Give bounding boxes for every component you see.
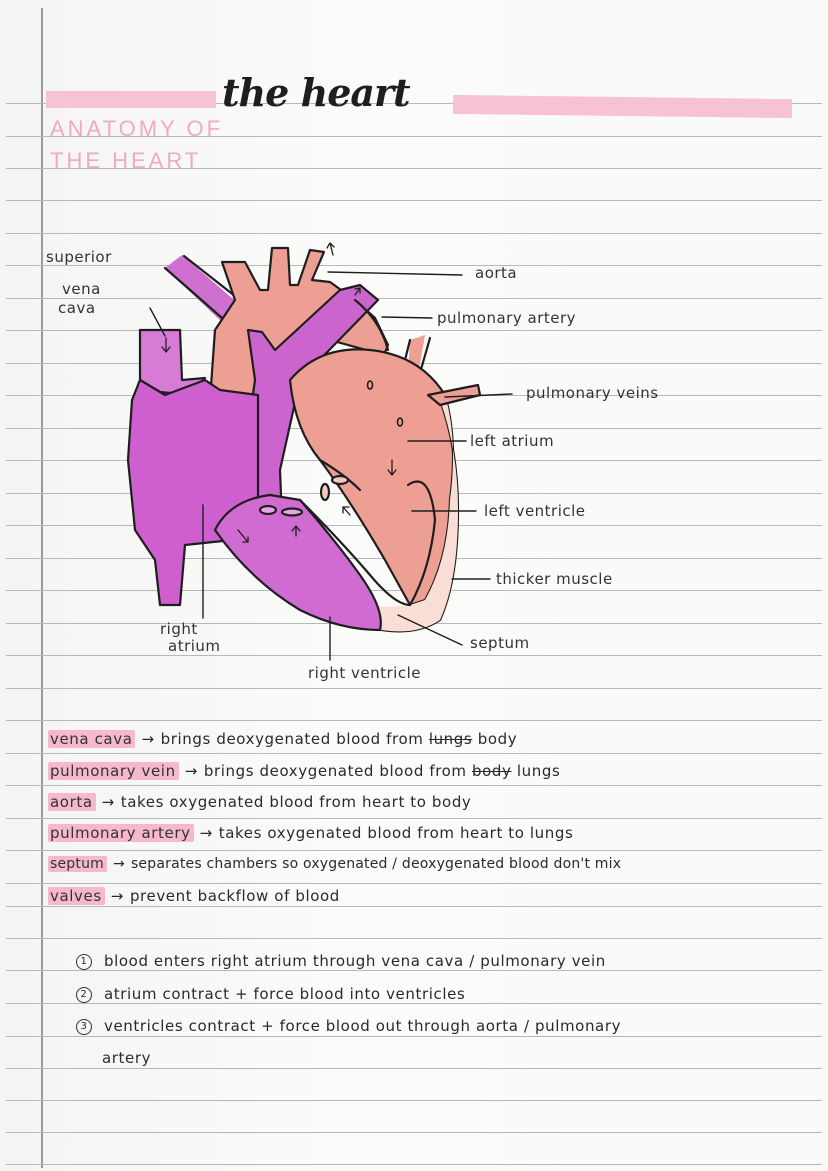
definition-text-after: body <box>472 730 518 748</box>
arrow-icon: → <box>113 856 125 872</box>
label-aorta: aorta <box>475 264 518 282</box>
definition-text: separates chambers so oxygenated / deoxygenated blood don't mix <box>130 856 622 872</box>
definition-row <box>48 730 517 748</box>
arrow-icon: → <box>141 730 155 748</box>
step-number-badge: 3 <box>76 1019 92 1035</box>
right-atrium <box>128 380 258 605</box>
subtitle-line-2: THE HEART <box>50 148 202 173</box>
arrow-icon: → <box>184 762 198 780</box>
step-continuation: artery <box>102 1049 152 1067</box>
ruled-line <box>6 1100 822 1101</box>
step-number-badge: 2 <box>76 987 92 1003</box>
label-septum: septum <box>470 634 530 652</box>
ruled-line <box>6 1036 822 1037</box>
label-pulmonary-veins: pulmonary veins <box>526 384 659 402</box>
definition-term: pulmonary vein <box>48 762 179 780</box>
definition-row <box>48 762 560 780</box>
step-item <box>76 985 465 1003</box>
label-superior: superior <box>46 248 112 266</box>
ruled-line <box>6 883 822 884</box>
step-item <box>76 1017 621 1035</box>
definition-term: septum <box>48 856 107 872</box>
ruled-line <box>6 850 822 851</box>
definition-term: valves <box>48 887 105 905</box>
label-vena: vena <box>62 280 101 298</box>
ruled-line <box>6 720 822 721</box>
label-right-ventricle: right ventricle <box>308 664 421 682</box>
definition-row <box>48 856 621 872</box>
definition-text: brings deoxygenated blood from <box>160 730 429 748</box>
ruled-line <box>6 970 822 971</box>
ruled-line <box>6 1068 822 1069</box>
ruled-line <box>6 1003 822 1004</box>
definition-term: vena cava <box>48 730 135 748</box>
step-item <box>76 952 606 970</box>
definition-row <box>48 824 573 842</box>
struck-word: lungs <box>428 730 473 748</box>
step-text: ventricles contract + force blood out through aorta / pulmonary <box>104 1017 622 1035</box>
label-right: right <box>160 620 198 638</box>
ruled-line <box>6 906 822 907</box>
arrow-icon: → <box>199 824 213 842</box>
definition-text: takes oxygenated blood from heart to body <box>120 793 472 811</box>
label-left-ventricle: left ventricle <box>484 502 586 520</box>
page-title: the heart <box>222 70 410 115</box>
definition-term: aorta <box>48 793 96 811</box>
label-atrium: atrium <box>168 637 221 655</box>
definition-row <box>48 793 471 811</box>
label-thicker-muscle: thicker muscle <box>496 570 613 588</box>
definition-text: brings deoxygenated blood from <box>203 762 473 780</box>
ruled-line <box>6 785 822 786</box>
definition-term: pulmonary artery <box>48 824 194 842</box>
step-text: atrium contract + force blood into ventricles <box>104 985 466 1003</box>
arrow-icon: → <box>101 793 115 811</box>
ruled-line <box>6 1132 822 1133</box>
label-left-atrium: left atrium <box>470 432 555 450</box>
ruled-line <box>6 753 822 754</box>
label-cava: cava <box>58 299 96 317</box>
ruled-line <box>6 1164 822 1165</box>
definition-text-after: lungs <box>511 762 561 780</box>
ruled-line <box>6 818 822 819</box>
step-text: blood enters right atrium through vena cava / pulmonary vein <box>104 952 606 970</box>
definition-row <box>48 887 340 905</box>
definition-text: prevent backflow of blood <box>129 887 340 905</box>
ruled-line <box>6 938 822 939</box>
definition-text: takes oxygenated blood from heart to lungs <box>218 824 574 842</box>
step-number-badge: 1 <box>76 954 92 970</box>
arrow-icon: → <box>110 887 124 905</box>
struck-word: body <box>472 762 512 780</box>
subtitle-line-1: ANATOMY OF <box>50 116 224 141</box>
label-pulmonary-artery: pulmonary artery <box>437 309 577 327</box>
